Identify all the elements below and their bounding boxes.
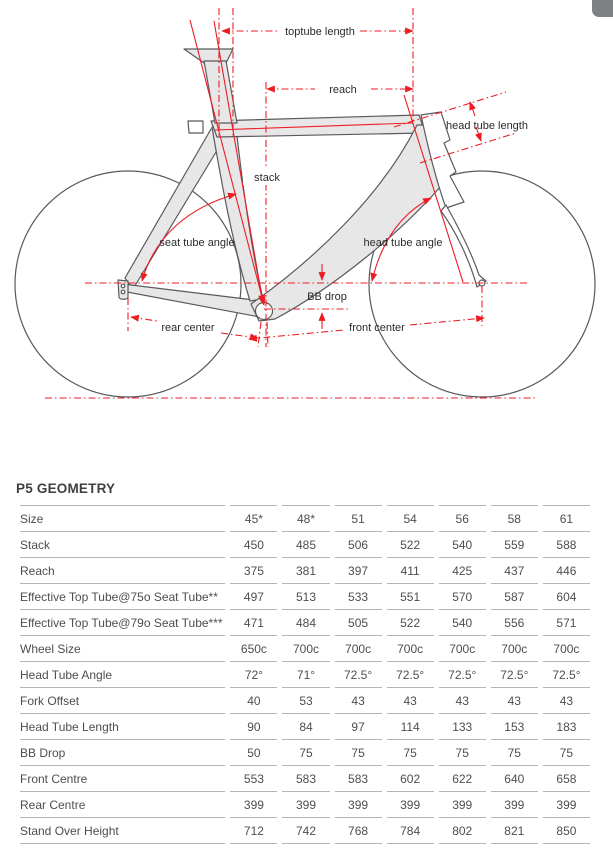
cell-value: 802 [439, 818, 486, 844]
table-row [20, 584, 590, 610]
cell-value: 43 [491, 688, 538, 714]
cell-value: 588 [543, 532, 590, 558]
cell-value: 75 [335, 740, 382, 766]
bb-tick [267, 322, 268, 347]
cell-value: 133 [439, 714, 486, 740]
cell-value: 72.5° [543, 662, 590, 688]
cell-value: 72° [230, 662, 277, 688]
front-center-dim-left [249, 330, 344, 339]
cell-value: 71° [282, 662, 329, 688]
cell-value: 75 [439, 740, 486, 766]
cell-value: 556 [491, 610, 538, 636]
cell-value: 183 [543, 714, 590, 740]
row-label: Reach [20, 558, 225, 584]
cell-value: 522 [387, 532, 434, 558]
bottom-bracket [256, 303, 273, 320]
cell-value: 397 [335, 558, 382, 584]
table-row [20, 636, 590, 662]
row-label: Size [20, 505, 225, 532]
cell-value: 622 [439, 766, 486, 792]
cell-value: 446 [543, 558, 590, 584]
table-row [20, 818, 590, 844]
dropout-bolt [121, 284, 125, 288]
table-row [20, 714, 590, 740]
cell-value: 700c [387, 636, 434, 662]
toptube-length-label: toptube length [285, 26, 355, 38]
front-center-label: front center [349, 322, 405, 334]
row-label: Fork Offset [20, 688, 225, 714]
head-tube-length-label: head tube length [446, 120, 528, 132]
cell-value: 54 [387, 505, 434, 532]
cell-value: 381 [282, 558, 329, 584]
cell-value: 75 [282, 740, 329, 766]
row-label: Stand Over Height [20, 818, 225, 844]
table-row [20, 662, 590, 688]
cell-value: 90 [230, 714, 277, 740]
cell-value: 399 [335, 792, 382, 818]
table-row [20, 766, 590, 792]
cell-value: 411 [387, 558, 434, 584]
seat-tube-angle-label: seat tube angle [159, 237, 235, 249]
table-row [20, 610, 590, 636]
dropout-bolt [121, 290, 125, 294]
cell-value: 650c [230, 636, 277, 662]
rear-center-label: rear center [161, 322, 215, 334]
geometry-table-section [15, 481, 595, 844]
cell-value: 437 [491, 558, 538, 584]
row-label: Rear Centre [20, 792, 225, 818]
seat-clamp [188, 121, 203, 133]
row-label: Wheel Size [20, 636, 225, 662]
cell-value: 84 [282, 714, 329, 740]
cell-value: 700c [335, 636, 382, 662]
cell-value: 540 [439, 610, 486, 636]
geometry-table [15, 505, 595, 844]
table-row [20, 792, 590, 818]
cell-value: 570 [439, 584, 486, 610]
cell-value: 533 [335, 584, 382, 610]
cell-value: 399 [491, 792, 538, 818]
table-row [20, 558, 590, 584]
cell-value: 72.5° [335, 662, 382, 688]
cell-value: 51 [335, 505, 382, 532]
cell-value: 471 [230, 610, 277, 636]
row-label: Head Tube Angle [20, 662, 225, 688]
cell-value: 583 [335, 766, 382, 792]
cell-value: 425 [439, 558, 486, 584]
cell-value: 784 [387, 818, 434, 844]
cell-value: 604 [543, 584, 590, 610]
cell-value: 658 [543, 766, 590, 792]
row-label: Head Tube Length [20, 714, 225, 740]
cell-value: 640 [491, 766, 538, 792]
bb-drop-label: BB drop [307, 291, 347, 303]
cell-value: 114 [387, 714, 434, 740]
cell-value: 50 [230, 740, 277, 766]
cell-value: 75 [491, 740, 538, 766]
cell-value: 399 [387, 792, 434, 818]
cell-value: 700c [543, 636, 590, 662]
table-title: P5 GEOMETRY [16, 481, 116, 496]
cell-value: 58 [491, 505, 538, 532]
cell-value: 513 [282, 584, 329, 610]
cell-value: 399 [543, 792, 590, 818]
cell-value: 484 [282, 610, 329, 636]
cell-value: 450 [230, 532, 277, 558]
cell-value: 375 [230, 558, 277, 584]
cell-value: 583 [282, 766, 329, 792]
cell-value: 602 [387, 766, 434, 792]
head-tube-length-arrow-up [470, 102, 475, 116]
head-tube-angle-label: head tube angle [363, 237, 443, 249]
cell-value: 712 [230, 818, 277, 844]
cell-value: 821 [491, 818, 538, 844]
table-row [20, 740, 590, 766]
cell-value: 56 [439, 505, 486, 532]
cell-value: 768 [335, 818, 382, 844]
bb-tick [258, 322, 261, 347]
reach-label: reach [329, 84, 357, 96]
cell-value: 485 [282, 532, 329, 558]
cell-value: 399 [439, 792, 486, 818]
table-row [20, 688, 590, 714]
stack-label: stack [254, 172, 280, 184]
cell-value: 571 [543, 610, 590, 636]
cell-value: 551 [387, 584, 434, 610]
row-label: Stack [20, 532, 225, 558]
cell-value: 553 [230, 766, 277, 792]
row-label: BB Drop [20, 740, 225, 766]
cell-value: 505 [335, 610, 382, 636]
cell-value: 43 [439, 688, 486, 714]
cell-value: 43 [543, 688, 590, 714]
table-row [20, 505, 590, 532]
row-label: Effective Top Tube@75o Seat Tube** [20, 584, 225, 610]
cell-value: 61 [543, 505, 590, 532]
cell-value: 700c [282, 636, 329, 662]
cell-value: 43 [335, 688, 382, 714]
cell-value: 40 [230, 688, 277, 714]
row-label: Front Centre [20, 766, 225, 792]
cell-value: 497 [230, 584, 277, 610]
cell-value: 45* [230, 505, 277, 532]
cell-value: 587 [491, 584, 538, 610]
cell-value: 53 [282, 688, 329, 714]
table-row [20, 532, 590, 558]
cell-value: 850 [543, 818, 590, 844]
cell-value: 153 [491, 714, 538, 740]
cell-value: 72.5° [387, 662, 434, 688]
cell-value: 540 [439, 532, 486, 558]
row-label: Effective Top Tube@79o Seat Tube*** [20, 610, 225, 636]
cell-value: 742 [282, 818, 329, 844]
cell-value: 700c [491, 636, 538, 662]
cell-value: 700c [439, 636, 486, 662]
cell-value: 559 [491, 532, 538, 558]
cell-value: 399 [282, 792, 329, 818]
cell-value: 399 [230, 792, 277, 818]
cell-value: 75 [543, 740, 590, 766]
cell-value: 506 [335, 532, 382, 558]
cell-value: 72.5° [491, 662, 538, 688]
cell-value: 75 [387, 740, 434, 766]
cell-value: 522 [387, 610, 434, 636]
cell-value: 48* [282, 505, 329, 532]
cell-value: 72.5° [439, 662, 486, 688]
cell-value: 97 [335, 714, 382, 740]
cell-value: 43 [387, 688, 434, 714]
